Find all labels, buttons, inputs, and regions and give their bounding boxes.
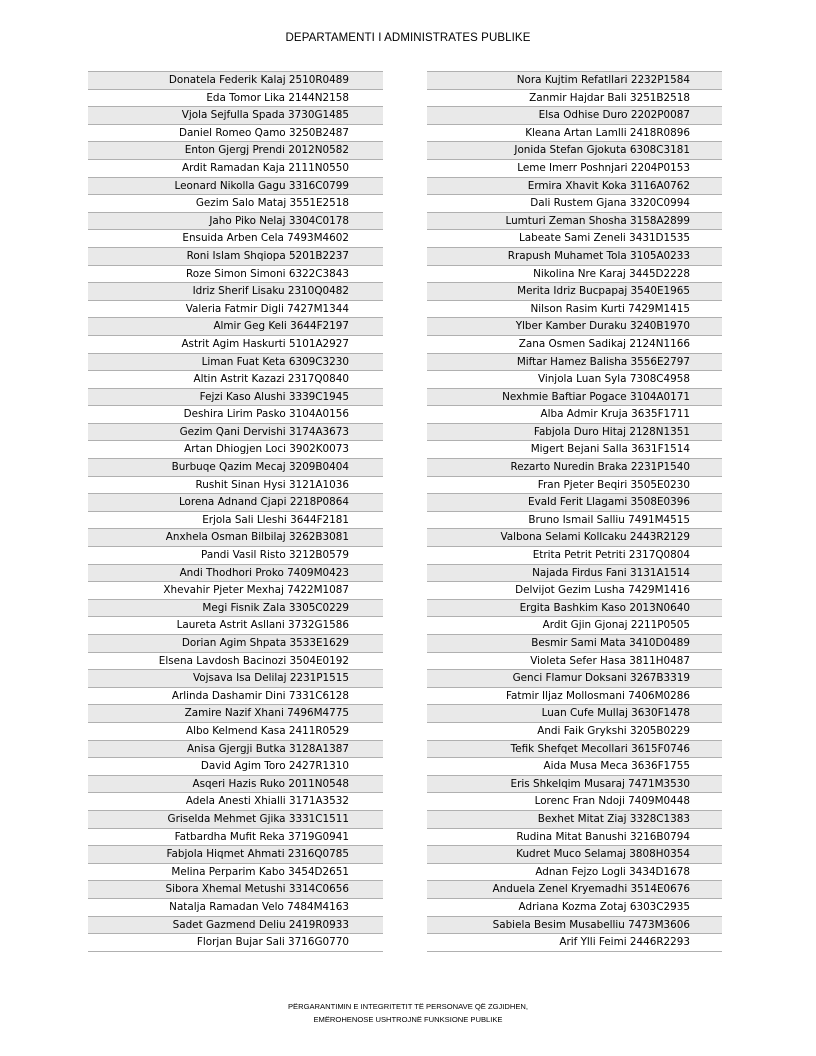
list-row: Xhevahir Pjeter Mexhaj 7422M1087: [88, 582, 383, 600]
list-row: Anxhela Osman Bilbilaj 3262B3081: [88, 529, 383, 547]
list-row: Roze Simon Simoni 6322C3843: [88, 266, 383, 284]
list-row: Nora Kujtim Refatllari 2232P1584: [427, 72, 722, 90]
list-row: Ensuida Arben Cela 7493M4602: [88, 230, 383, 248]
list-row: Vjola Sejfulla Spada 3730G1485: [88, 107, 383, 125]
list-row: Donatela Federik Kalaj 2510R0489: [88, 72, 383, 90]
list-row: Sabiela Besim Musabelliu 7473M3606: [427, 917, 722, 935]
list-row: Sadet Gazmend Deliu 2419R0933: [88, 917, 383, 935]
list-row: Rezarto Nuredin Braka 2231P1540: [427, 459, 722, 477]
list-row: Delvijot Gezim Lusha 7429M1416: [427, 582, 722, 600]
list-row: Rudina Mitat Banushi 3216B0794: [427, 829, 722, 847]
list-row: Kleana Artan Lamlli 2418R0896: [427, 125, 722, 143]
list-row: Megi Fisnik Zala 3305C0229: [88, 600, 383, 618]
page-footer: [0, 1000, 816, 1026]
list-row: Anduela Zenel Kryemadhi 3514E0676: [427, 881, 722, 899]
list-row: Deshira Lirim Pasko 3104A0156: [88, 406, 383, 424]
list-row: Etrita Petrit Petriti 2317Q0804: [427, 547, 722, 565]
list-row: Ardit Gjin Gjonaj 2211P0505: [427, 617, 722, 635]
list-row: Asqeri Hazis Ruko 2011N0548: [88, 776, 383, 794]
list-row: Nilson Rasim Kurti 7429M1415: [427, 301, 722, 319]
list-row: Zamire Nazif Xhani 7496M4775: [88, 705, 383, 723]
list-row: Ermira Xhavit Koka 3116A0762: [427, 178, 722, 196]
list-row: Albo Kelmend Kasa 2411R0529: [88, 723, 383, 741]
list-row: Besmir Sami Mata 3410D0489: [427, 635, 722, 653]
list-row: Leonard Nikolla Gagu 3316C0799: [88, 178, 383, 196]
list-row: Aida Musa Meca 3636F1755: [427, 758, 722, 776]
right-name-list: [427, 71, 722, 952]
list-row: Fabjola Duro Hitaj 2128N1351: [427, 424, 722, 442]
list-row: Rrapush Muhamet Tola 3105A0233: [427, 248, 722, 266]
list-row: Roni Islam Shqiopa 5201B2237: [88, 248, 383, 266]
footer-line-2: EMËROHENOSE USHTROJNË FUNKSIONE PUBLIKE: [313, 1015, 503, 1024]
list-row: Andi Thodhori Proko 7409M0423: [88, 565, 383, 583]
page-title: DEPARTAMENTI I ADMINISTRATES PUBLIKE: [285, 32, 531, 44]
list-row: Najada Firdus Fani 3131A1514: [427, 565, 722, 583]
list-row: Nikolina Nre Karaj 3445D2228: [427, 266, 722, 284]
list-row: Florjan Bujar Sali 3716G0770: [88, 934, 383, 952]
list-row: Fejzi Kaso Alushi 3339C1945: [88, 389, 383, 407]
list-row: Griselda Mehmet Gjika 3331C1511: [88, 811, 383, 829]
list-row: Daniel Romeo Qamo 3250B2487: [88, 125, 383, 143]
list-row: Kudret Muco Selamaj 3808H0354: [427, 846, 722, 864]
list-row: Arif Ylli Feimi 2446R2293: [427, 934, 722, 952]
list-row: Alba Admir Kruja 3635F1711: [427, 406, 722, 424]
list-row: Altin Astrit Kazazi 2317Q0840: [88, 371, 383, 389]
list-row: Dali Rustem Gjana 3320C0994: [427, 195, 722, 213]
list-row: Zana Osmen Sadikaj 2124N1166: [427, 336, 722, 354]
left-name-list: [88, 71, 383, 952]
list-row: Enton Gjergj Prendi 2012N0582: [88, 142, 383, 160]
list-row: David Agim Toro 2427R1310: [88, 758, 383, 776]
list-row: Rushit Sinan Hysi 3121A1036: [88, 477, 383, 495]
list-row: Elsena Lavdosh Bacinozi 3504E0192: [88, 653, 383, 671]
list-row: Valeria Fatmir Digli 7427M1344: [88, 301, 383, 319]
list-row: Burbuqe Qazim Mecaj 3209B0404: [88, 459, 383, 477]
list-row: Sibora Xhemal Metushi 3314C0656: [88, 881, 383, 899]
list-row: Adnan Fejzo Logli 3434D1678: [427, 864, 722, 882]
list-row: Elsa Odhise Duro 2202P0087: [427, 107, 722, 125]
list-row: Artan Dhiogjen Loci 3902K0073: [88, 441, 383, 459]
footer-line-1: PËRGARANTIMIN E INTEGRITETIT TË PERSONAVE QË ZGJIDHEN,: [287, 1002, 529, 1011]
list-row: Idriz Sherif Lisaku 2310Q0482: [88, 283, 383, 301]
list-row: Zanmir Hajdar Bali 3251B2518: [427, 90, 722, 108]
list-row: Almir Geg Keli 3644F2197: [88, 318, 383, 336]
list-row: Luan Cufe Mullaj 3630F1478: [427, 705, 722, 723]
list-row: Miftar Hamez Balisha 3556E2797: [427, 354, 722, 372]
list-row: Laureta Astrit Asllani 3732G1586: [88, 617, 383, 635]
list-row: Tefik Shefqet Mecollari 3615F0746: [427, 741, 722, 759]
list-row: Astrit Agim Haskurti 5101A2927: [88, 336, 383, 354]
list-row: Lorenc Fran Ndoji 7409M0448: [427, 793, 722, 811]
list-row: Merita Idriz Bucpapaj 3540E1965: [427, 283, 722, 301]
list-row: Evald Ferit Llagami 3508E0396: [427, 494, 722, 512]
list-row: Labeate Sami Zeneli 3431D1535: [427, 230, 722, 248]
list-row: Lorena Adnand Cjapi 2218P0864: [88, 494, 383, 512]
list-row: Jonida Stefan Gjokuta 6308C3181: [427, 142, 722, 160]
list-row: Melina Perparim Kabo 3454D2651: [88, 864, 383, 882]
list-row: Gezim Qani Dervishi 3174A3673: [88, 424, 383, 442]
list-row: Fabjola Hiqmet Ahmati 2316Q0785: [88, 846, 383, 864]
list-row: Violeta Sefer Hasa 3811H0487: [427, 653, 722, 671]
list-row: Ylber Kamber Duraku 3240B1970: [427, 318, 722, 336]
list-row: Dorian Agim Shpata 3533E1629: [88, 635, 383, 653]
list-row: Migert Bejani Salla 3631F1514: [427, 441, 722, 459]
list-row: Gezim Salo Mataj 3551E2518: [88, 195, 383, 213]
list-row: Arlinda Dashamir Dini 7331C6128: [88, 688, 383, 706]
list-row: Lumturi Zeman Shosha 3158A2899: [427, 213, 722, 231]
list-row: Anisa Gjergji Butka 3128A1387: [88, 741, 383, 759]
list-row: Genci Flamur Doksani 3267B3319: [427, 670, 722, 688]
list-row: Adriana Kozma Zotaj 6303C2935: [427, 899, 722, 917]
list-row: Bexhet Mitat Ziaj 3328C1383: [427, 811, 722, 829]
list-row: Ergita Bashkim Kaso 2013N0640: [427, 600, 722, 618]
list-row: Nexhmie Baftiar Pogace 3104A0171: [427, 389, 722, 407]
list-row: Fatmir Iljaz Mollosmani 7406M0286: [427, 688, 722, 706]
list-row: Ardit Ramadan Kaja 2111N0550: [88, 160, 383, 178]
list-row: Vojsava Isa Delilaj 2231P1515: [88, 670, 383, 688]
list-row: Jaho Piko Nelaj 3304C0178: [88, 213, 383, 231]
list-row: Bruno Ismail Salliu 7491M4515: [427, 512, 722, 530]
list-row: Eda Tomor Lika 2144N2158: [88, 90, 383, 108]
list-row: Andi Faik Grykshi 3205B0229: [427, 723, 722, 741]
list-row: Leme Imerr Poshnjari 2204P0153: [427, 160, 722, 178]
list-row: Valbona Selami Kollcaku 2443R2129: [427, 529, 722, 547]
list-row: Pandi Vasil Risto 3212B0579: [88, 547, 383, 565]
list-row: Erjola Sali Lleshi 3644F2181: [88, 512, 383, 530]
list-row: Natalja Ramadan Velo 7484M4163: [88, 899, 383, 917]
list-row: Adela Anesti Xhialli 3171A3532: [88, 793, 383, 811]
list-row: Eris Shkelqim Musaraj 7471M3530: [427, 776, 722, 794]
list-row: Vinjola Luan Syla 7308C4958: [427, 371, 722, 389]
list-row: Fran Pjeter Beqiri 3505E0230: [427, 477, 722, 495]
list-row: Fatbardha Mufit Reka 3719G0941: [88, 829, 383, 847]
list-row: Liman Fuat Keta 6309C3230: [88, 354, 383, 372]
